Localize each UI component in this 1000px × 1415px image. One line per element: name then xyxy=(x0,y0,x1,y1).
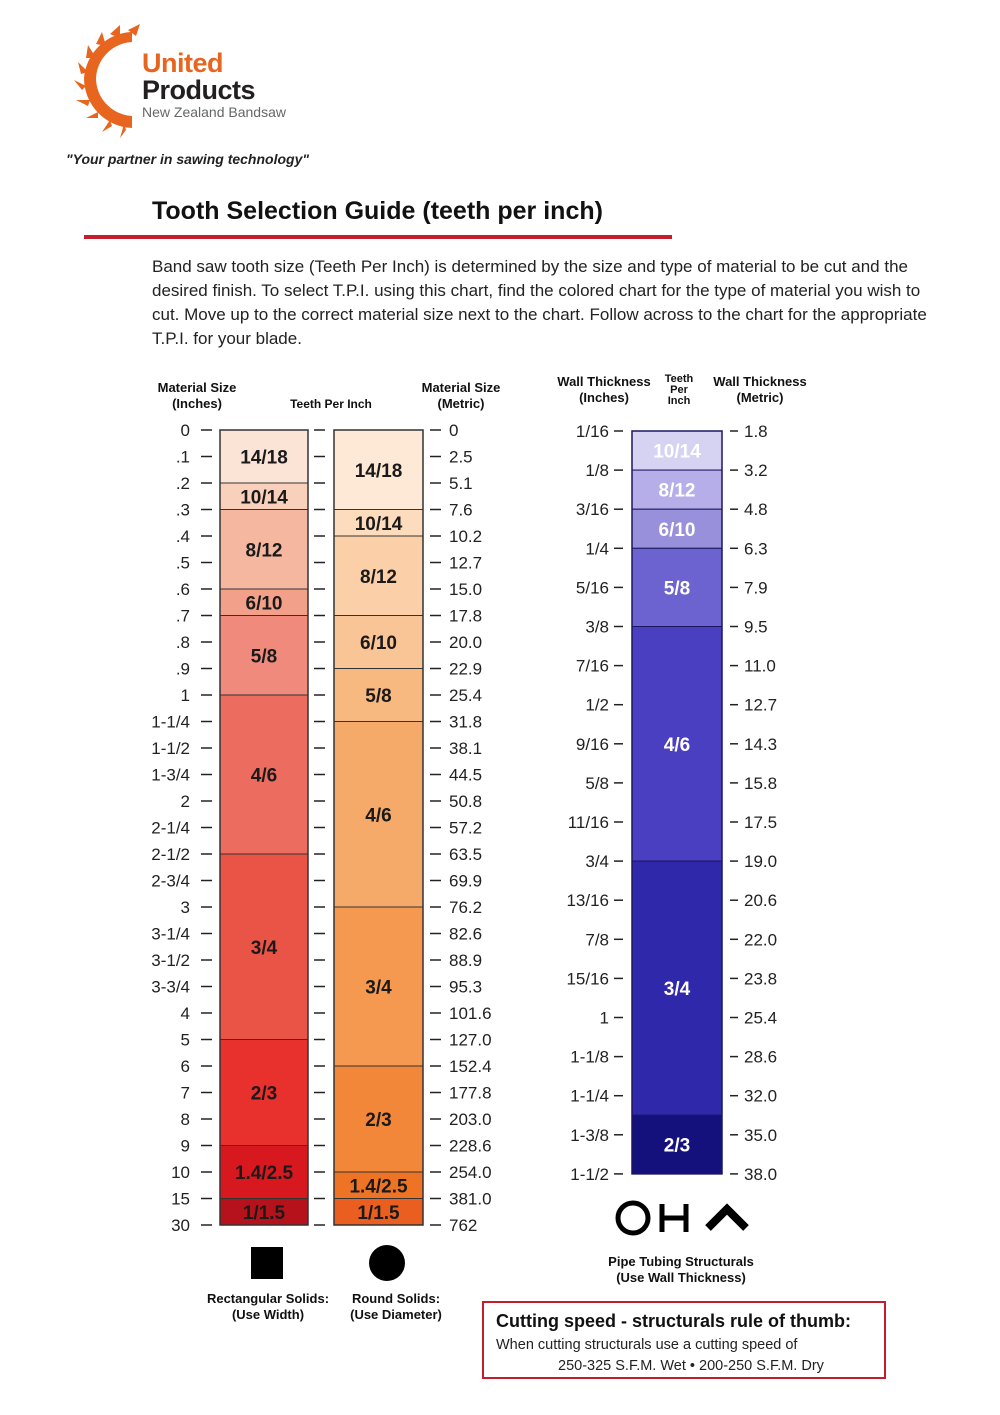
header-material-inches: Material Size (Inches) xyxy=(157,380,237,411)
wall-inch-tick-label: 3/8 xyxy=(585,617,609,637)
round-band-label: 5/8 xyxy=(365,686,392,707)
wall-metric-tick-label: 6.3 xyxy=(744,539,768,559)
inch-tick-label: .4 xyxy=(175,527,190,546)
rect-band-label: 4/6 xyxy=(250,765,278,787)
pipe-band-label: 3/4 xyxy=(663,979,691,1001)
round-band-label: 4/6 xyxy=(365,805,392,827)
metric-tick-label: 0 xyxy=(449,421,459,440)
metric-tick-label: 63.5 xyxy=(449,845,483,864)
cutting-speed-box xyxy=(482,1301,886,1379)
metric-tick-label: 762 xyxy=(449,1216,478,1235)
inch-tick-label: .3 xyxy=(175,500,190,520)
metric-tick-label: 38.1 xyxy=(449,739,483,758)
rect-band-label: 1/1.5 xyxy=(242,1202,286,1224)
wall-metric-tick-label: 28.6 xyxy=(744,1047,778,1067)
metric-tick-label: 44.5 xyxy=(449,765,483,785)
wall-inch-tick-label: 1/4 xyxy=(585,539,609,559)
inch-tick-label: 0 xyxy=(180,421,190,440)
wall-metric-tick-label: 12.7 xyxy=(744,695,778,715)
rect-band-label: 14/18 xyxy=(240,447,288,469)
metric-tick-label: 76.2 xyxy=(449,898,483,917)
wall-inch-tick-label: 1/8 xyxy=(585,461,609,481)
metric-tick-label: 15.0 xyxy=(449,580,483,599)
wall-inch-tick-label: 5/8 xyxy=(585,773,609,793)
round-band-label: 1.4/2.5 xyxy=(349,1176,408,1198)
wall-metric-tick-label: 1.8 xyxy=(744,422,768,441)
page-title: Tooth Selection Guide (teeth per inch) xyxy=(152,197,603,225)
inch-tick-label: 2 xyxy=(180,792,190,811)
metric-tick-label: 69.9 xyxy=(449,871,483,891)
wall-metric-tick-label: 19.0 xyxy=(744,852,778,872)
cutting-speed-line-1: When cutting structurals use a cutting speed of xyxy=(496,1337,798,1353)
wall-inch-tick-label: 11/16 xyxy=(567,813,609,832)
wall-metric-tick-label: 22.0 xyxy=(744,930,778,950)
inch-tick-label: 3-1/2 xyxy=(151,951,190,970)
header-wall-metric: Wall Thickness (Metric) xyxy=(713,374,807,405)
brand-line-1: United xyxy=(142,48,223,78)
wall-inch-tick-label: 3/4 xyxy=(585,852,609,872)
round-band-label: 2/3 xyxy=(365,1110,392,1131)
wall-inch-tick-label: 1-1/2 xyxy=(570,1164,609,1184)
inch-tick-label: .5 xyxy=(175,553,190,573)
cutting-speed-line-2: 250-325 S.F.M. Wet • 200-250 S.F.M. Dry xyxy=(558,1358,824,1374)
inch-tick-label: .1 xyxy=(175,447,190,467)
wall-inch-tick-label: 13/16 xyxy=(566,891,609,911)
brand-line-2: Products xyxy=(142,75,256,105)
rect-band-label: 10/14 xyxy=(240,487,288,509)
inch-tick-label: 30 xyxy=(171,1216,190,1235)
metric-tick-label: 12.7 xyxy=(449,553,483,573)
pipe-band-label: 2/3 xyxy=(663,1135,691,1157)
wall-metric-tick-label: 11.0 xyxy=(744,656,776,676)
square-symbol-icon xyxy=(251,1247,283,1279)
cutting-speed-title: Cutting speed - structurals rule of thumb: xyxy=(496,1311,852,1331)
metric-tick-label: 95.3 xyxy=(449,977,483,997)
metric-tick-label: 25.4 xyxy=(449,686,483,705)
wall-inch-tick-label: 1/16 xyxy=(575,422,609,441)
inch-tick-label: 2-1/4 xyxy=(151,818,190,838)
inch-tick-label: 4 xyxy=(180,1004,190,1023)
wall-inch-tick-label: 1 xyxy=(599,1008,609,1028)
pipe-band-label: 5/8 xyxy=(663,578,691,600)
metric-tick-label: 7.6 xyxy=(449,500,473,520)
rect-band-label: 6/10 xyxy=(245,593,283,615)
metric-tick-label: 381.0 xyxy=(449,1189,492,1209)
rect-band-label: 2/3 xyxy=(250,1083,278,1105)
inch-tick-label: 2-1/2 xyxy=(151,845,190,864)
metric-tick-label: 20.0 xyxy=(449,633,483,652)
wall-metric-tick-label: 4.8 xyxy=(744,500,768,520)
round-band-label: 14/18 xyxy=(354,460,403,482)
inch-tick-label: .9 xyxy=(175,659,190,679)
circle-symbol-icon xyxy=(369,1245,405,1281)
round-band-label: 8/12 xyxy=(360,566,397,588)
inch-tick-label: 10 xyxy=(171,1163,190,1182)
inch-tick-label: 15 xyxy=(171,1189,190,1209)
inch-tick-label: 8 xyxy=(180,1110,190,1129)
metric-tick-label: 88.9 xyxy=(449,951,483,970)
inch-tick-label: .6 xyxy=(175,580,190,599)
wall-inch-tick-label: 1/2 xyxy=(585,695,609,715)
wall-metric-tick-label: 9.5 xyxy=(744,617,768,637)
metric-tick-label: 17.8 xyxy=(449,606,483,626)
wall-metric-tick-label: 38.0 xyxy=(744,1164,778,1184)
inch-tick-label: 2-3/4 xyxy=(151,871,190,891)
round-band-label: 6/10 xyxy=(360,633,397,654)
metric-tick-label: 177.8 xyxy=(449,1083,492,1103)
inch-tick-label: 1-1/4 xyxy=(151,712,190,732)
inch-tick-label: .8 xyxy=(175,633,190,652)
wall-inch-tick-label: 5/16 xyxy=(575,578,609,598)
metric-tick-label: 228.6 xyxy=(449,1136,492,1156)
brand-subtitle: New Zealand Bandsaw xyxy=(142,104,286,120)
metric-tick-label: 2.5 xyxy=(449,447,473,467)
header-wall-inches: Wall Thickness (Inches) xyxy=(557,374,651,405)
metric-tick-label: 5.1 xyxy=(449,474,473,493)
inch-tick-label: 1 xyxy=(180,686,190,705)
rect-band-label: 8/12 xyxy=(245,540,283,562)
metric-tick-label: 22.9 xyxy=(449,659,483,679)
metric-tick-label: 101.6 xyxy=(449,1004,492,1023)
pipe-tubing-label: Pipe Tubing Structurals (Use Wall Thickness) xyxy=(608,1254,754,1285)
wall-inch-tick-label: 9/16 xyxy=(575,734,609,754)
inch-tick-label: 1-1/2 xyxy=(151,739,190,758)
metric-tick-label: 57.2 xyxy=(449,818,483,838)
wall-metric-tick-label: 15.8 xyxy=(744,773,778,793)
wall-inch-tick-label: 1-1/4 xyxy=(570,1086,609,1106)
header-tpi-short: Teeth Per Inch xyxy=(664,373,694,407)
pipe-band-label: 10/14 xyxy=(653,441,701,463)
pipe-band-label: 4/6 xyxy=(663,734,691,756)
wall-inch-tick-label: 7/16 xyxy=(575,656,609,676)
wall-metric-tick-label: 20.6 xyxy=(744,891,778,911)
wall-metric-tick-label: 3.2 xyxy=(744,461,768,481)
wall-inch-tick-label: 15/16 xyxy=(566,969,609,989)
metric-tick-label: 254.0 xyxy=(449,1163,492,1182)
wall-metric-tick-label: 14.3 xyxy=(744,734,778,754)
metric-tick-label: 203.0 xyxy=(449,1110,492,1129)
metric-tick-label: 31.8 xyxy=(449,712,483,732)
inch-tick-label: .2 xyxy=(175,474,190,493)
wall-metric-tick-label: 25.4 xyxy=(744,1008,778,1028)
metric-tick-label: 127.0 xyxy=(449,1030,492,1050)
inch-tick-label: 6 xyxy=(180,1057,190,1076)
inch-tick-label: .7 xyxy=(175,606,190,626)
header-teeth-per-inch: Teeth Per Inch xyxy=(290,397,372,411)
wall-metric-tick-label: 32.0 xyxy=(744,1086,778,1106)
intro-paragraph: Band saw tooth size (Teeth Per Inch) is determined by the size and type of material to be cut and the desired finish. To select T.P.I. using this chart, find the colored chart for the type of material you wish to cut. Move up to the correct material size next to the chart. Follow across to the chart for the appropriate T.P.I. for your blade. xyxy=(152,257,927,348)
metric-tick-label: 152.4 xyxy=(449,1057,492,1076)
wall-inch-tick-label: 1-1/8 xyxy=(570,1047,609,1067)
rect-band-label: 1.4/2.5 xyxy=(234,1163,294,1184)
wall-metric-tick-label: 17.5 xyxy=(744,813,778,832)
rect-solids-label: Rectangular Solids: (Use Width) xyxy=(206,1291,330,1322)
round-band-label: 10/14 xyxy=(354,513,403,535)
inch-tick-label: 7 xyxy=(180,1083,190,1103)
wall-inch-tick-label: 7/8 xyxy=(585,930,609,950)
rect-band-label: 5/8 xyxy=(250,646,278,668)
pipe-band-label: 8/12 xyxy=(658,480,696,502)
metric-tick-label: 82.6 xyxy=(449,924,483,944)
inch-tick-label: 3 xyxy=(180,898,190,917)
inch-tick-label: 9 xyxy=(180,1136,190,1156)
rect-band-label: 3/4 xyxy=(250,937,278,959)
inch-tick-label: 5 xyxy=(180,1030,190,1050)
round-band-label: 1/1.5 xyxy=(357,1202,400,1224)
inch-tick-label: 3-1/4 xyxy=(151,924,190,944)
header-material-metric: Material Size (Metric) xyxy=(421,380,501,411)
round-band-label: 3/4 xyxy=(365,977,392,999)
wall-metric-tick-label: 23.8 xyxy=(744,969,778,989)
structural-shapes-icon xyxy=(612,1198,752,1238)
wall-inch-tick-label: 3/16 xyxy=(575,500,609,520)
round-solids-label: Round Solids: (Use Diameter) xyxy=(350,1291,442,1322)
tagline: "Your partner in sawing technology" xyxy=(66,151,310,167)
wall-metric-tick-label: 7.9 xyxy=(744,578,768,598)
metric-tick-label: 10.2 xyxy=(449,527,483,546)
wall-metric-tick-label: 35.0 xyxy=(744,1125,778,1145)
wall-inch-tick-label: 1-3/8 xyxy=(570,1125,609,1145)
inch-tick-label: 1-3/4 xyxy=(151,765,190,785)
pipe-band-label: 6/10 xyxy=(658,519,696,541)
inch-tick-label: 3-3/4 xyxy=(151,977,190,997)
metric-tick-label: 50.8 xyxy=(449,792,483,811)
